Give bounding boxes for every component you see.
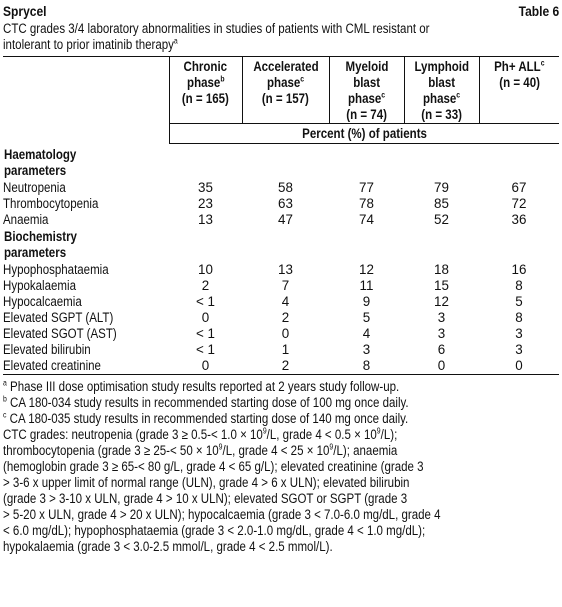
table-row: Hypokalaemia 2 7 11 15 8 (3, 278, 523, 293)
column-header-row (3, 57, 559, 124)
table-row: Hypophosphataemia 10 13 12 18 16 (3, 262, 527, 277)
abnormalities-table (3, 57, 559, 374)
section-header-biochemistry: Biochemistry parameters (4, 229, 77, 260)
percent-label: Percent (%) of patients (169, 124, 559, 144)
col-header-myeloid: Myeloid blast phase$^c$ (n = 74) (329, 57, 404, 124)
ctc-line-1: CTC grades: neutropenia (grade $3 \ge 0.5-< 1.0 \times 10^9/L$, grade $4 < 0.5 \times 10^9/L$); (3, 426, 398, 442)
table-number: Table 6 (518, 3, 559, 19)
ctc-line-4: > 3-6 x upper limit of normal range (ULN), grade 4 > 6 x ULN); elevated bilirubin (3, 475, 410, 490)
table-row: Neutropenia 35 58 77 79 67 (3, 180, 527, 195)
table-row: Elevated bilirubin < 1 1 3 6 3 (3, 342, 523, 357)
drug-name: Sprycel (3, 3, 47, 19)
haematology-section (3, 144, 559, 229)
ctc-line-3: (hemoglobin grade 3 ≥ 65-< 80 g/L, grade 4 < 65 g/L); elevated creatinine (grade 3 (3, 459, 424, 474)
bottom-rule (3, 374, 559, 375)
ctc-line-5: (grade 3 > 3-10 x ULN, grade 4 > 10 x ULN); elevated SGOT or SGPT (grade 3 (3, 491, 408, 506)
ctc-line-6: > 5-20 x ULN, grade 4 > 20 x ULN); hypocalcaemia (grade 3 < 7.0-6.0 mg/dL, grade 4 (3, 507, 441, 522)
col-header-chronic: Chronic phase$^b$ (n = 165) (169, 57, 242, 124)
table-row: Elevated SGOT (AST) < 1 0 4 3 3 (3, 326, 523, 341)
table-caption (3, 21, 559, 53)
biochemistry-section (3, 228, 559, 374)
footnotes (3, 379, 559, 555)
caption-line-2-text: intolerant to prior imatinib therapy (3, 37, 174, 52)
caption-line-2 (3, 37, 559, 53)
ctc-line-7: < 6.0 mg/dL); hypophosphataemia (grade 3 < 2.0-1.0 mg/dL, grade 4 < 1.0 mg/dL); (3, 523, 426, 538)
document-page (3, 3, 559, 555)
ctc-line-8: hypokalaemia (grade 3 < 3.0-2.5 mmol/L, grade 4 < 2.5 mmol/L). (3, 539, 333, 554)
table-row: Elevated SGPT (ALT) 0 2 5 3 8 (3, 310, 523, 325)
footnote-b: $^b$ CA 180-034 study results in recommended starting dose of 100 mg once daily. (3, 394, 409, 410)
table-row: Anaemia 13 47 74 52 36 (3, 212, 527, 227)
col-header-ph-all: $Ph+ ALL^c$ (n = 40) (479, 57, 559, 124)
header-spacer (3, 57, 169, 124)
table-row: Thrombocytopenia 23 63 78 85 72 (3, 196, 527, 211)
table-row: Elevated creatinine 0 2 8 0 0 (3, 358, 523, 373)
title-row (3, 3, 559, 21)
col-header-accelerated: Accelerated phase$^c$ (n = 157) (242, 57, 329, 124)
caption-footnote-mark: a (173, 36, 178, 46)
footnote-a: $^a$ Phase III dose optimisation study results reported at 2 years study follow-up. (3, 378, 400, 394)
footnote-c: $^c$ CA 180-035 study results in recommended starting dose of 140 mg once daily. (3, 410, 409, 426)
section-header-haematology: Haematology parameters (4, 147, 77, 178)
caption-line-1: CTC grades 3/4 laboratory abnormalities in studies of patients with CML resistant or (3, 21, 430, 36)
table-row: Hypocalcaemia < 1 4 9 12 5 (3, 294, 523, 309)
percent-header-row (3, 124, 559, 144)
ctc-line-2: thrombocytopenia (grade $3 \ge 25-< 50 \times 10^9/L$, grade $4 < 25 \times 10^9/L$); anaemia (3, 442, 398, 458)
col-header-lymphoid: Lymphoid blast phase$^c$ (n = 33) (404, 57, 479, 124)
